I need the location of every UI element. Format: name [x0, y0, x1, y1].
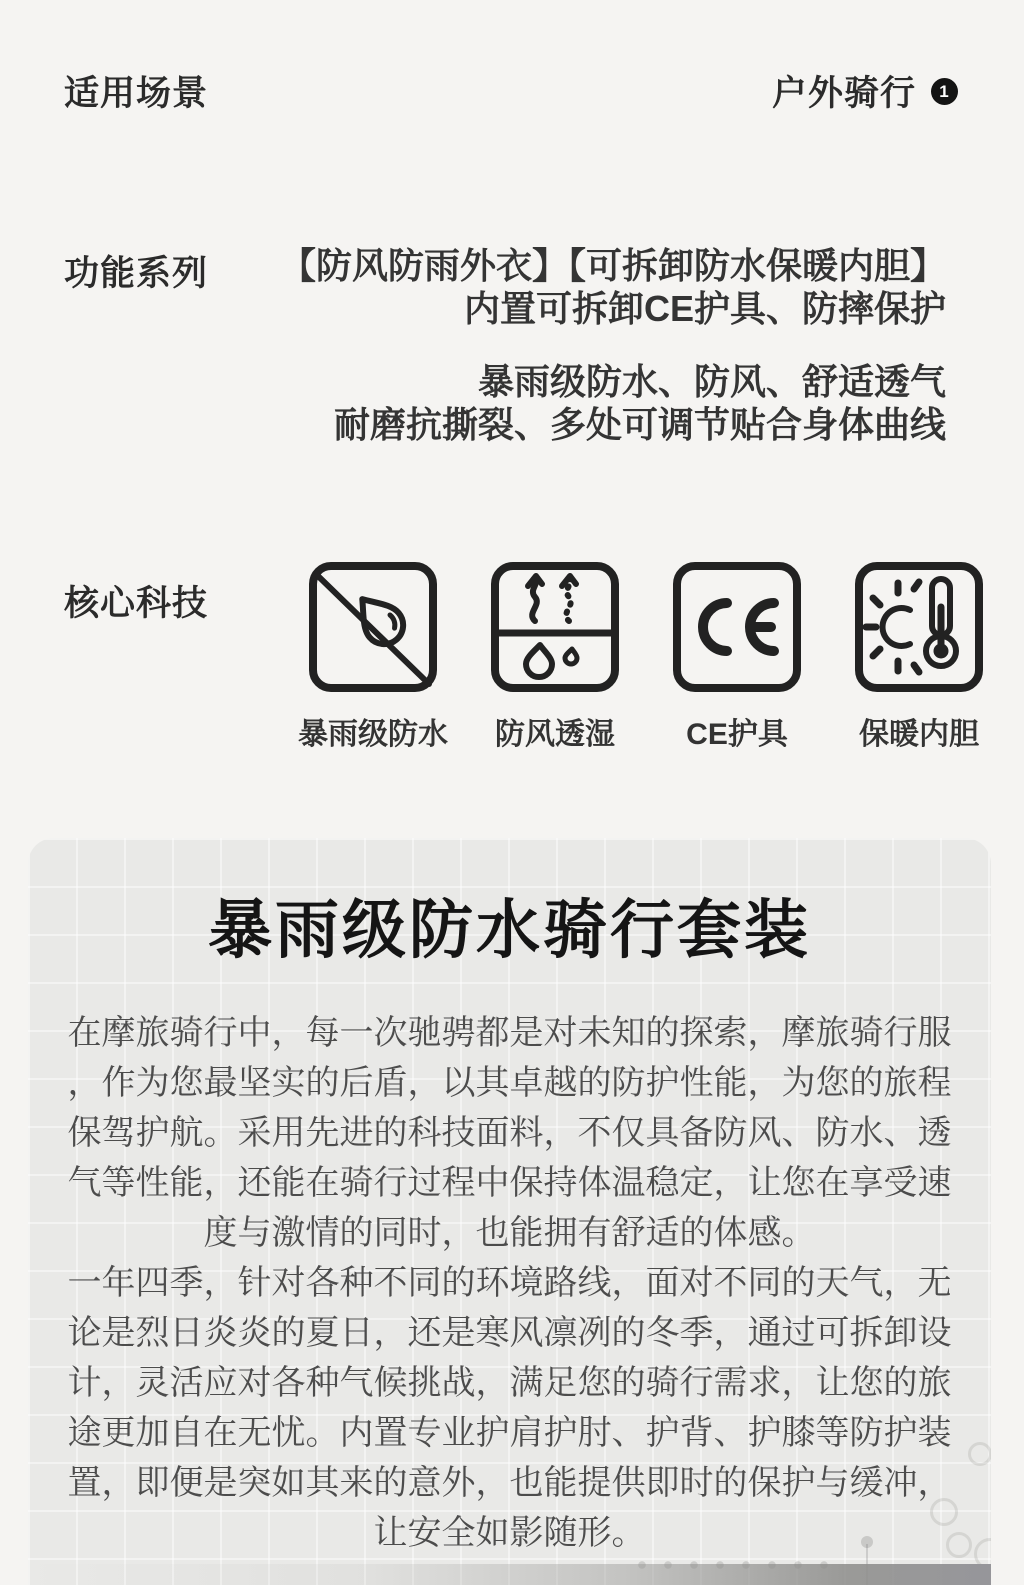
tech-item-label: 保暖内胆	[859, 718, 979, 751]
body-line: 度与激情的同时，也能拥有舒适的体感。	[203, 1214, 816, 1252]
body-line: ，作为您最坚实的后盾，以其卓越的防护性能，为您的旅程	[67, 1064, 952, 1102]
body-line: 计，灵活应对各种气候挑战，满足您的骑行需求，让您的旅	[67, 1364, 952, 1402]
card-body-text	[28, 1008, 991, 1558]
tech-item-breathable	[488, 557, 622, 753]
tech-item-thermal	[852, 557, 986, 753]
body-line: 途更加自在无忧。内置专业护肩护肘、护背、护膝等防护装	[67, 1414, 952, 1452]
thermal-liner-icon	[852, 557, 986, 697]
series-line: 内置可拆卸CE护具、防摔保护	[463, 288, 946, 329]
series-line: 暴雨级防水、防风、舒适透气	[477, 361, 946, 402]
scene-row	[64, 66, 958, 116]
body-line: 一年四季，针对各种不同的环境路线，面对不同的天气，无	[67, 1264, 952, 1302]
bottom-edge-shade	[28, 1564, 991, 1585]
series-section-label: 功能系列	[64, 254, 209, 293]
series-text-block	[280, 244, 946, 446]
scene-value-text: 户外骑行	[771, 74, 916, 113]
tech-item-label: 防风透湿	[495, 718, 615, 751]
tech-item-ce	[670, 557, 804, 753]
windproof-breathable-icon	[488, 557, 622, 697]
ce-mark-icon	[670, 557, 804, 697]
number-one-badge: 1	[931, 78, 958, 105]
series-group-1	[280, 244, 946, 330]
product-intro-card	[28, 838, 991, 1585]
waterproof-droplet-icon	[306, 557, 440, 697]
series-line: 耐磨抗撕裂、多处可调节贴合身体曲线	[333, 404, 946, 445]
body-line: 让安全如影随形。	[373, 1514, 646, 1552]
tech-items-row	[298, 557, 986, 753]
body-line: 气等性能，还能在骑行过程中保持体温稳定，让您在享受速	[67, 1164, 952, 1202]
tech-item-waterproof	[298, 557, 448, 753]
body-line: 论是烈日炎炎的夏日，还是寒风凛冽的冬季，通过可拆卸设	[67, 1314, 952, 1352]
scene-value	[772, 66, 958, 116]
body-line: 在摩旅骑行中，每一次驰骋都是对未知的探索，摩旅骑行服	[67, 1014, 952, 1052]
body-line: 置，即便是突如其来的意外，也能提供即时的保护与缓冲，	[67, 1464, 952, 1502]
series-line: 【防风防雨外衣】【可拆卸防水保暖内胆】	[279, 245, 946, 286]
tech-section-label: 核心科技	[64, 584, 209, 623]
series-group-2	[280, 360, 946, 446]
tech-item-label: CE护具	[686, 718, 788, 751]
body-line: 保驾护航。采用先进的科技面料，不仅具备防风、防水、透	[67, 1114, 952, 1152]
scene-section-label: 适用场景	[64, 74, 209, 113]
card-title: 暴雨级防水骑行套装	[208, 894, 811, 966]
tech-item-label: 暴雨级防水	[298, 718, 448, 751]
